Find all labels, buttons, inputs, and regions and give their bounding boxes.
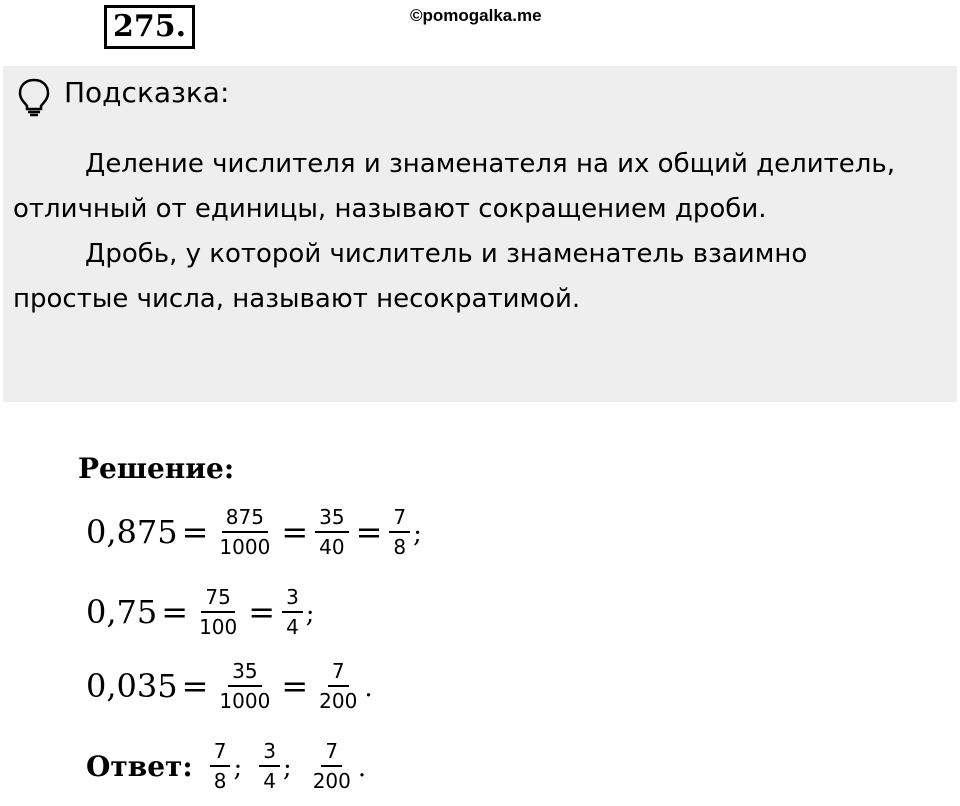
numerator: 7 xyxy=(389,505,410,533)
denominator: 8 xyxy=(393,535,407,559)
hint-box xyxy=(3,66,957,402)
fraction xyxy=(282,585,303,639)
answer xyxy=(86,739,380,793)
fraction xyxy=(259,739,280,793)
punctuation: . xyxy=(364,673,373,703)
numerator: 35 xyxy=(228,659,261,687)
denominator: 4 xyxy=(286,615,299,639)
numerator: 3 xyxy=(259,739,280,767)
denominator: 100 xyxy=(199,615,238,639)
answer-label: Ответ: xyxy=(86,749,193,783)
numerator: 7 xyxy=(321,739,342,767)
equals-sign: = xyxy=(281,667,309,705)
equals-sign: = xyxy=(281,513,309,551)
equals-sign: = xyxy=(181,667,209,705)
equals-sign: = xyxy=(355,513,383,551)
punctuation: ; xyxy=(233,753,243,783)
equation-2 xyxy=(86,585,329,639)
denominator: 200 xyxy=(312,769,351,793)
equals-sign: = xyxy=(248,593,276,631)
fraction xyxy=(315,659,361,713)
fraction xyxy=(315,505,348,559)
equation-3 xyxy=(86,659,387,713)
task-number: 275. xyxy=(104,5,195,49)
punctuation: . xyxy=(357,753,367,783)
denominator: 1000 xyxy=(219,689,271,713)
hint-text xyxy=(13,142,903,322)
fraction xyxy=(210,739,231,793)
denominator: 8 xyxy=(213,769,227,793)
watermark: ©pomogalka.me xyxy=(410,6,542,25)
decimal-value: 0,035 xyxy=(86,667,178,705)
denominator: 4 xyxy=(263,769,276,793)
punctuation: ; xyxy=(282,753,292,783)
numerator: 7 xyxy=(210,739,231,767)
punctuation: ; xyxy=(413,519,422,549)
hint-title: Подсказка: xyxy=(64,76,230,109)
denominator: 1000 xyxy=(219,535,271,559)
fraction xyxy=(195,585,241,639)
equation-1 xyxy=(86,505,436,559)
hint-paragraph: Дробь, у которой числитель и знаменатель взаимно простые числа, называют несократимой. xyxy=(13,239,808,314)
numerator: 3 xyxy=(282,585,303,613)
punctuation: ; xyxy=(305,599,315,629)
fraction xyxy=(389,505,410,559)
fraction xyxy=(309,739,355,793)
hint-paragraph: Деление числителя и знаменателя на их общий делитель, отличный от единицы, называют сокращением дроби. xyxy=(13,149,896,224)
lightbulb-icon xyxy=(17,78,51,118)
decimal-value: 0,875 xyxy=(86,513,178,551)
fraction xyxy=(215,659,274,713)
fraction xyxy=(215,505,274,559)
equals-sign: = xyxy=(161,593,189,631)
numerator: 7 xyxy=(328,659,349,687)
numerator: 35 xyxy=(315,505,348,533)
numerator: 875 xyxy=(222,505,268,533)
equals-sign: = xyxy=(181,513,209,551)
denominator: 40 xyxy=(319,535,345,559)
denominator: 200 xyxy=(319,689,358,713)
numerator: 75 xyxy=(201,585,234,613)
decimal-value: 0,75 xyxy=(86,593,158,631)
solution-title: Решение: xyxy=(78,452,235,485)
